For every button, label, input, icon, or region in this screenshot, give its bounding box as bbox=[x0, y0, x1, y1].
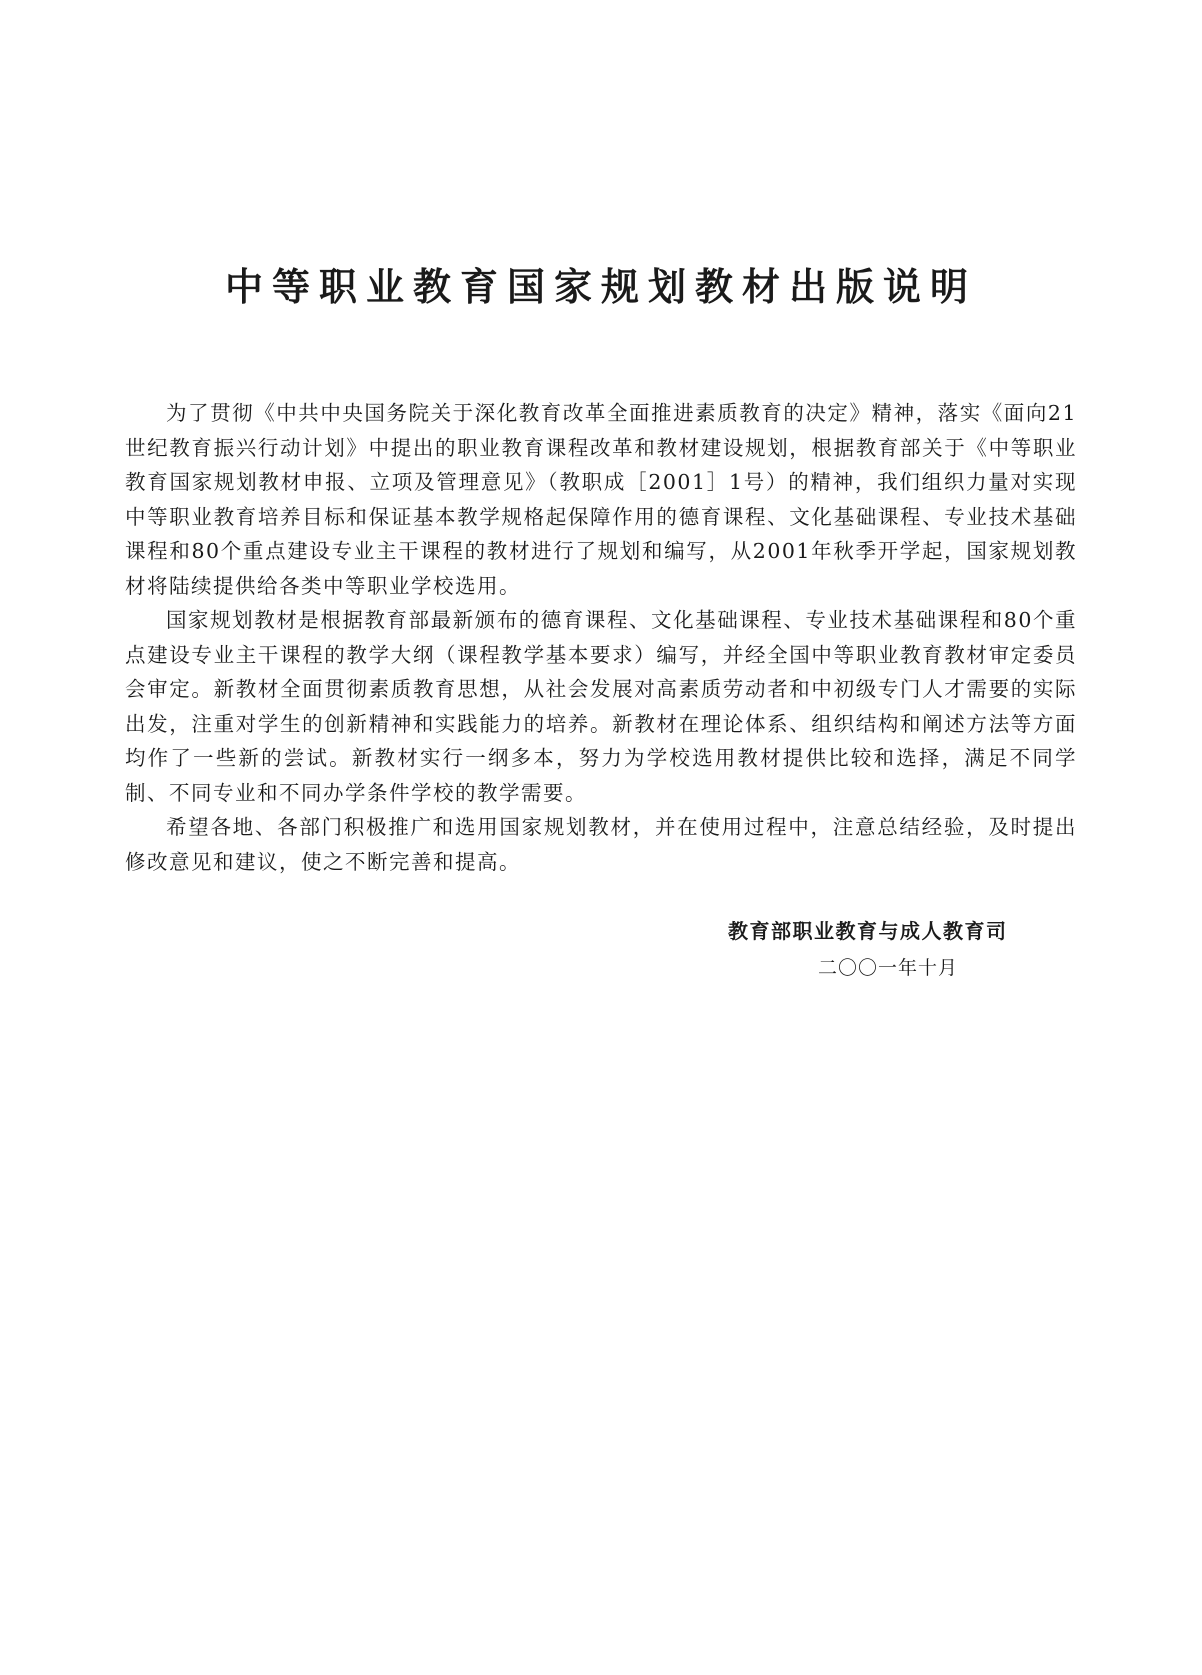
signature-date: 二〇〇一年十月 bbox=[818, 957, 959, 979]
paragraph-1: 为了贯彻《中共中央国务院关于深化教育改革全面推进素质教育的决定》精神，落实《面向21世纪教育振兴行动计划》中提出的职业教育课程改革和教材建设规划，根据教育部关于《中等职业教育国家规划教材申报、立项及管理意见》（教职成［2001］1号）的精神，我们组织力量对实现中等职业教育培养目标和保证基本教学规格起保障作用的德育课程、文化基础课程、专业技术基础课程和80个重点建设专业主干课程的教材进行了规划和编写，从2001年秋季开学起，国家规划教材将陆续提供给各类中等职业学校选用。 bbox=[125, 401, 1077, 598]
signature-organization: 教育部职业教育与成人教育司 bbox=[728, 919, 1008, 943]
page-title: 中等职业教育国家规划教材出版说明 bbox=[224, 264, 977, 309]
paragraph-3: 希望各地、各部门积极推广和选用国家规划教材，并在使用过程中，注意总结经验，及时提出修改意见和建议，使之不断完善和提高。 bbox=[125, 815, 1077, 874]
paragraph-2: 国家规划教材是根据教育部最新颁布的德育课程、文化基础课程、专业技术基础课程和80个重点建设专业主干课程的教学大纲（课程教学基本要求）编写，并经全国中等职业教育教材审定委员会审定。新教材全面贯彻素质教育思想，从社会发展对高素质劳动者和中初级专门人才需要的实际出发，注重对学生的创新精神和实践能力的培养。新教材在理论体系、组织结构和阐述方法等方面均作了一些新的尝试。新教材实行一纲多本，努力为学校选用教材提供比较和选择，满足不同学制、不同专业和不同办学条件学校的教学需要。 bbox=[125, 608, 1077, 805]
document-body bbox=[125, 396, 1077, 879]
